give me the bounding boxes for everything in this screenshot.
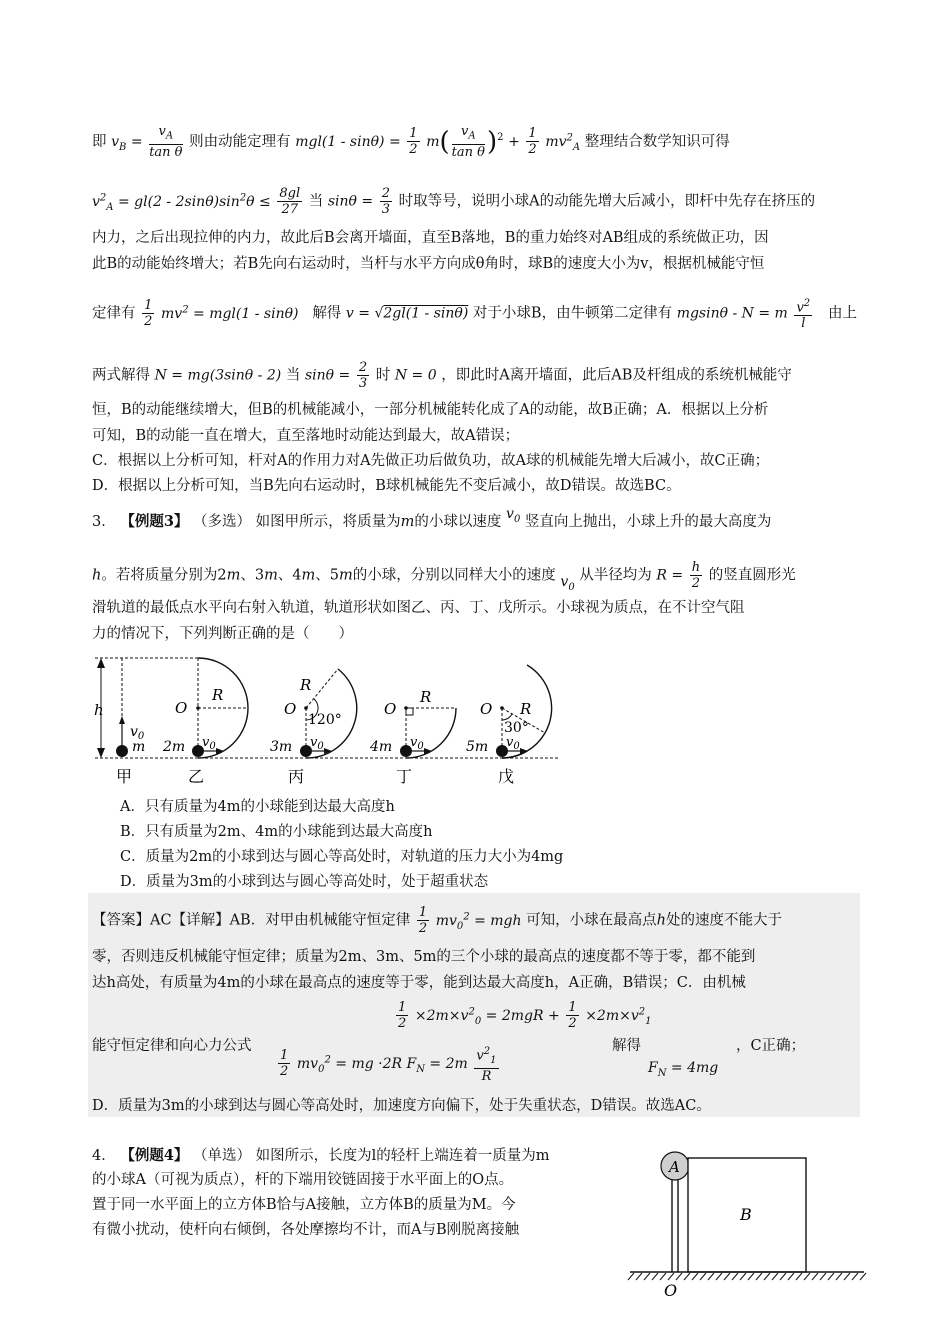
svg-text:O: O	[480, 700, 493, 718]
svg-text:R: R	[420, 688, 432, 706]
svg-text:h: h	[94, 701, 104, 719]
svg-text:4m: 4m	[370, 739, 393, 755]
formula-vb: $v_B$ =	[111, 133, 143, 153]
svg-text:120°: 120°	[308, 712, 342, 728]
formula-centripetal: $\frac{1}{2}$ $mv_0^2$ = mg ·2R $F_N = 2m$ $\frac{v^2_1}{R}$	[280, 1046, 497, 1084]
formula-energy-ring: $\frac{1}{2}$ $\times 2m\times v^2_0 = 2mgR$ + $\frac{1}{2}$ $\times 2m\times v^2_1$	[398, 1000, 652, 1031]
svg-text:v0: $v_0$	[130, 724, 145, 742]
svg-text:R: R	[520, 700, 532, 718]
q4-line-1: 4． 【例题4】 （单选） 如图所示，长度为l的轻杆上端连着一质量为m	[92, 1147, 550, 1164]
q3-line-4: 力的情况下，下列判断正确的是（ ）	[92, 626, 353, 642]
q4-line-3: 置于同一水平面上的立方体B恰与A接触，立方体B的质量为M。今	[92, 1197, 516, 1213]
q4-line-4: 有微小扰动，使杆向右倾倒，各处摩擦均不计，而A与B刚脱离接触	[92, 1222, 520, 1238]
svg-text:O: O	[175, 699, 188, 717]
option-b: B．只有质量为2m、4m的小球能到达最大高度h	[120, 824, 433, 840]
svg-text:m: m	[132, 739, 146, 755]
q4-line-2: 的小球A（可视为质点），杆的下端用铰链固接于水平面上的O点。	[92, 1172, 514, 1188]
answer-line-3: 达h高处，有质量为4m的小球在最高点的速度等于零，能到达最大高度h，A正确，B错误；C．由机械	[92, 975, 746, 991]
svg-text:B: B	[740, 1205, 752, 1224]
solution-line-6: 两式解得 N = mg(3sinθ - 2) 当 sinθ = $\frac{2}{3}$ 时 N = 0 ，即此时A离开墙面，此后AB及杆组成的系统机械能守	[92, 360, 792, 391]
solution-line-9: C．根据以上分析可知，杆对A的作用力对A先做正功后做负功，故A球的机械能先增大后减小，故C正确；	[92, 453, 770, 469]
svg-text:5m: 5m	[466, 739, 489, 755]
solution-line-2: $v^2_A = gl(2 - 2\sin\theta)\sin^2\theta$ ≤ $\frac{8gl}{27}$ 当 sinθ = $\frac{2}{3}$ 时取等号，说明小球A的动能先增大后减小，即杆中先存在挤压的	[92, 186, 816, 217]
answer-line-5: D．质量为3m的小球到达与圆心等高处时，加速度方向偏下，处于失重状态，D错误。故选AC。	[92, 1098, 711, 1114]
ball-jia	[116, 745, 128, 757]
q3-line-3: 滑轨道的最低点水平向右射入轨道，轨道形状如图乙、丙、丁、戊所示。小球视为质点，在不计空气阻	[92, 600, 745, 616]
svg-text:O: O	[284, 700, 297, 718]
solution-line-7: 恒，B的动能继续增大，但B的机械能减小，一部分机械能转化成了A的动能，故B正确；A．根据以上分析	[92, 402, 769, 418]
svg-text:O: O	[664, 1281, 678, 1300]
svg-text:R: R	[212, 686, 224, 704]
label-ding: 丁	[396, 767, 413, 786]
label-wu: 戊	[498, 767, 515, 786]
formula-energy: mgl(1 - sinθ) =	[295, 133, 401, 150]
svg-text:2m: 2m	[163, 739, 186, 755]
fraction-va-tan: $\frac{v_A}{\text{tan θ}}$	[149, 124, 183, 160]
answer-line-2: 零，否则违反机械能守恒定律；质量为2m、3m、5m的三个小球的最高点的速度都不等于零，都不能到	[92, 949, 756, 965]
solution-line-10: D．根据以上分析可知，当B先向右运动时，B球机械能先不变后减小，故D错误。故选BC。	[92, 478, 681, 494]
q3-figure	[90, 652, 570, 792]
q3-line-1: 3． 【例题3】 （多选） 如图甲所示，将质量为m的小球以速度 $v_0$ 竖直向上抛出，小球上升的最大高度为	[92, 506, 772, 530]
label-jia: 甲	[116, 767, 133, 786]
svg-text:v0: $v_0$	[202, 735, 216, 752]
option-a: A．只有质量为4m的小球能到达最大高度h	[120, 799, 395, 815]
svg-text:v0: $v_0$	[410, 735, 424, 752]
svg-text:v0: $v_0$	[310, 735, 324, 752]
formula-fn: $F_N = 4mg$	[648, 1060, 719, 1079]
answer-line-1: 【答案】AC【详解】AB．对甲由机械能守恒定律 $\frac{1}{2}$ $mv_0^2$ = mgh 可知，小球在最高点h处的速度不能大于	[92, 905, 782, 936]
option-d: D．质量为3m的小球到达与圆心等高处时，处于超重状态	[120, 874, 489, 890]
option-c: C．质量为2m的小球到达与圆心等高处时，对轨道的压力大小为4mg	[120, 849, 564, 865]
svg-text:A: A	[669, 1158, 680, 1176]
solution-line-5: 定律有 $\frac{1}{2}$ $mv^2 = mgl(1 - \sin\theta)$ 解得 v = √2gl(1 - sinθ) 对于小球B，由牛顿第二定律有 mgsinθ - N = m $\frac{v^2}{l}$ 由上	[92, 298, 857, 332]
svg-text:30°: 30°	[504, 720, 529, 736]
solution-line-1: 即 $v_B$ = $\frac{v_A}{\text{tan θ}}$ 则由动能定理有 mgl(1 - sinθ) = $\frac{1}{2}$ m( $\frac{v_A}{\text{tan θ}}$ )$^2$ + $\frac{1}{2}$ $mv^2_A$ 整理结合数学知识可得	[92, 124, 730, 160]
formula-va-squared: $v^2_A = gl(2 - 2\sin\theta)\sin^2\theta$ ≤	[92, 191, 271, 213]
svg-text:O: O	[384, 700, 397, 718]
label-yi: 乙	[188, 767, 205, 786]
svg-text:v0: $v_0$	[506, 735, 520, 752]
svg-text:R: R	[300, 676, 312, 694]
formula-v-sqrt: v = √2gl(1 - sinθ)	[345, 305, 469, 322]
solution-line-3: 内力，之后出现拉伸的内力，故此后B会离开墙面，直至B落地，B的重力始终对AB组成的系统做正功，因	[92, 230, 769, 246]
svg-text:3m: 3m	[270, 739, 293, 755]
answer-line-4: 能守恒定律和向心力公式	[92, 1038, 252, 1054]
label-bing: 丙	[288, 767, 305, 786]
answer-solve: 解得	[612, 1038, 641, 1054]
solution-line-4: 此B的动能始终增大；若B先向右运动时，当杆与水平方向成θ角时，球B的速度大小为v，根据机械能守恒	[92, 256, 765, 272]
q4-figure	[624, 1146, 870, 1302]
solution-line-8: 可知，B的动能一直在增大，直至落地时动能达到最大，故A错误；	[92, 428, 520, 444]
q3-line-2: h。若将质量分别为2m、3m、4m、5m的小球，分别以同样大小的速度 $v_0$ 从半径均为 R = $\frac{h}{2}$ 的竖直圆形光	[92, 560, 796, 593]
